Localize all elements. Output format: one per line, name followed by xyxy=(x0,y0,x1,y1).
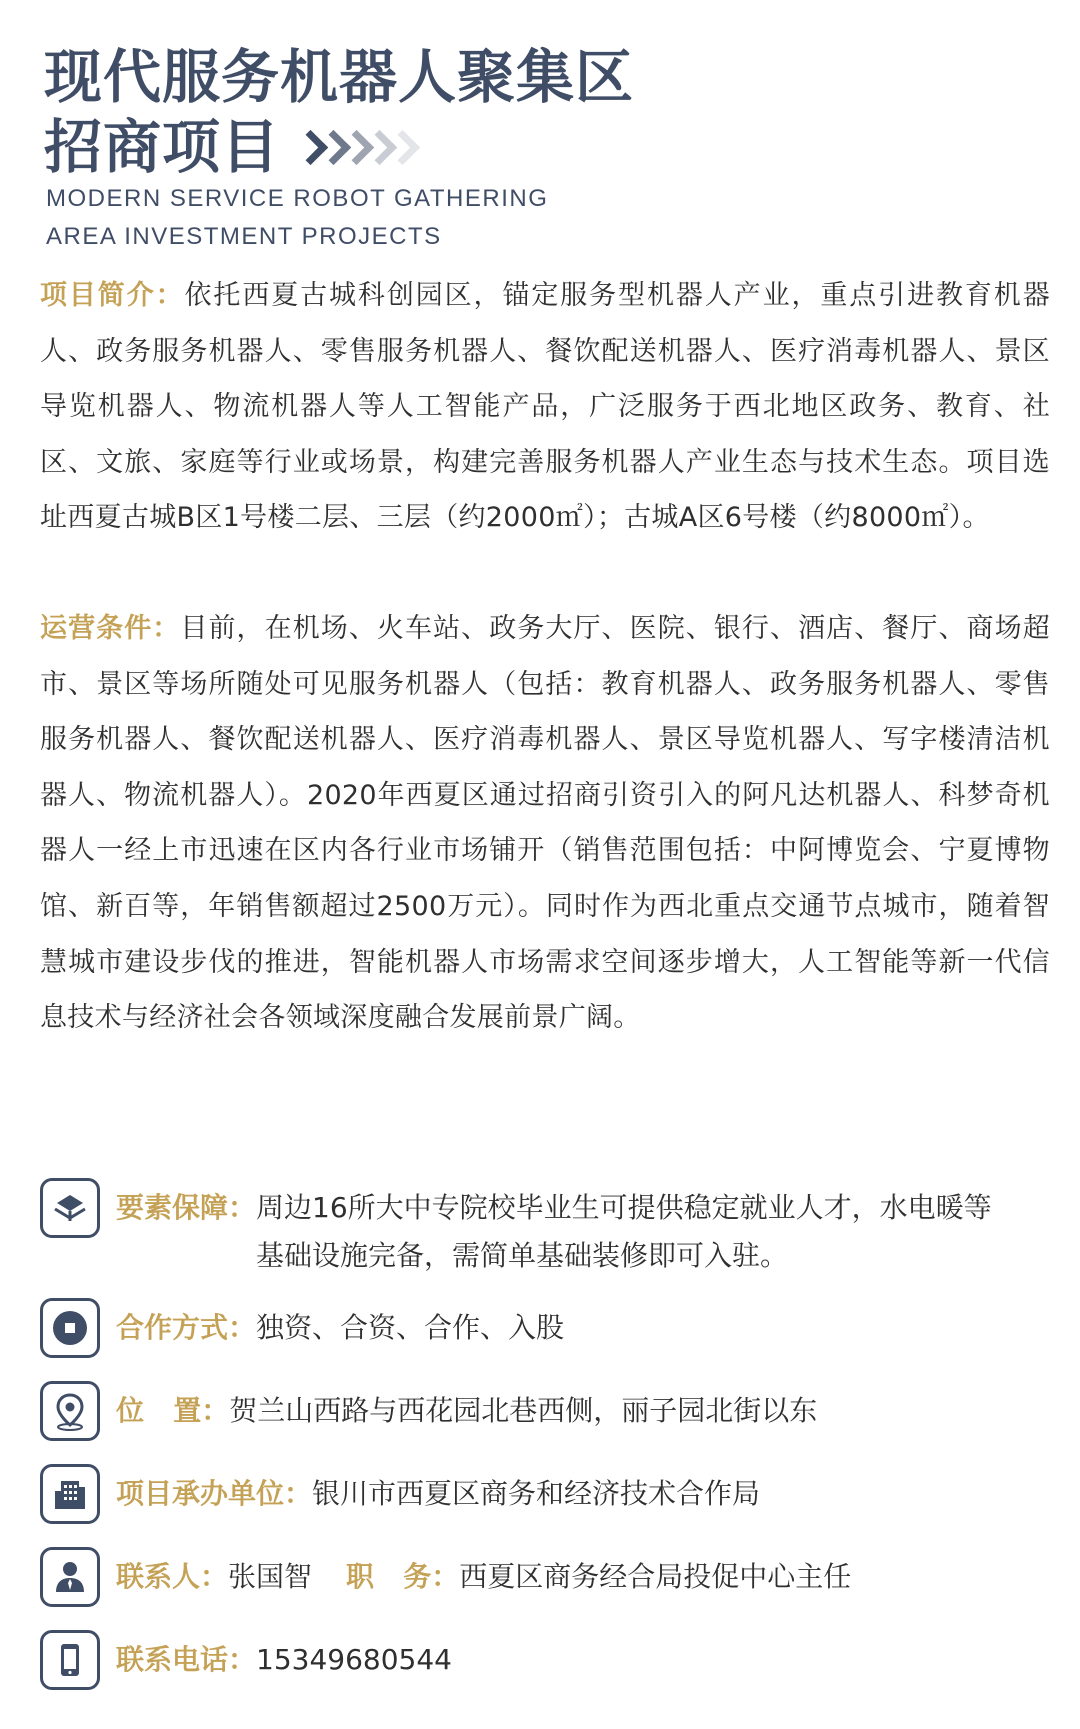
location-pin-icon xyxy=(40,1381,100,1441)
phone-number[interactable]: 15349680544 xyxy=(256,1643,452,1676)
phone-text-block xyxy=(116,1630,452,1684)
intro-paragraph xyxy=(40,268,1050,546)
conditions-paragraph xyxy=(40,601,1050,1046)
factors-row xyxy=(40,1178,996,1280)
subtitle-line-2: AREA INVESTMENT PROJECTS xyxy=(46,223,442,250)
contact-text-block xyxy=(116,1547,851,1601)
contact-row xyxy=(40,1547,851,1607)
page-title xyxy=(44,42,634,182)
location-text: 贺兰山西路与西花园北巷西侧，丽子园北街以东 xyxy=(229,1394,818,1427)
title-line-1: 现代服务机器人聚集区 xyxy=(44,43,635,111)
factors-text: 周边16所大中专院校毕业生可提供稳定就业人才，水电暖等基础设施完备，需简单基础装修即可入驻。 xyxy=(256,1191,992,1272)
stop-circle-icon xyxy=(40,1298,100,1358)
contact-name: 张国智 xyxy=(228,1560,313,1593)
chevron-arrows-icon xyxy=(298,127,413,167)
phone-row xyxy=(40,1630,452,1690)
position-label: 职 务： xyxy=(346,1560,460,1593)
cooperation-label: 合作方式： xyxy=(116,1311,257,1344)
title-line-2: 招商项目 xyxy=(44,113,281,181)
cooperation-text-block xyxy=(116,1298,564,1352)
unit-text: 银川市西夏区商务和经济技术合作局 xyxy=(312,1477,761,1510)
subtitle-line-1: MODERN SERVICE ROBOT GATHERING xyxy=(46,185,549,212)
unit-label: 项目承办单位： xyxy=(116,1477,313,1510)
location-text-block xyxy=(116,1381,817,1435)
cooperation-text: 独资、合资、合作、入股 xyxy=(256,1311,565,1344)
intro-label: 项目简介： xyxy=(40,280,185,311)
person-icon xyxy=(40,1547,100,1607)
location-row xyxy=(40,1381,817,1441)
title-line-2-row xyxy=(44,112,634,182)
conditions-text: 目前，在机场、火车站、政务大厅、医院、银行、酒店、餐厅、商场超市、景区等场所随处可见服务机器人（包括：教育机器人、政务服务机器人、零售服务机器人、餐饮配送机器人、医疗消毒机器人、景区导览机器人、写字楼清洁机器人、物流机器人）。2020年西夏区通过招商引资引入的阿凡达机器人、科梦奇机器人一经上市迅速在区内各行业市场铺开（销售范围包括：中阿博览会、宁夏博物馆、新百等，年销售额超过2500万元）。同时作为西北重点交通节点城市，随着智慧城市建设步伐的推进，智能机器人市场需求空间逐步增大，人工智能等新一代信息技术与经济社会各领域深度融合发展前景广阔。 xyxy=(40,613,1050,1034)
building-icon xyxy=(40,1464,100,1524)
cooperation-row xyxy=(40,1298,564,1358)
factors-label: 要素保障： xyxy=(116,1191,257,1224)
phone-label: 联系电话： xyxy=(116,1643,257,1676)
unit-row xyxy=(40,1464,760,1524)
factors-text-block xyxy=(116,1178,996,1280)
position-text: 西夏区商务经合局投促中心主任 xyxy=(459,1560,852,1593)
location-label: 位 置： xyxy=(116,1394,230,1427)
layers-icon xyxy=(40,1178,100,1238)
intro-text: 依托西夏古城科创园区，锚定服务型机器人产业，重点引进教育机器人、政务服务机器人、零售服务机器人、餐饮配送机器人、医疗消毒机器人、景区导览机器人、物流机器人等人工智能产品，广泛服务于西北地区政务、教育、社区、文旅、家庭等行业或场景，构建完善服务机器人产业生态与技术生态。项目选址西夏古城B区1号楼二层、三层（约2000㎡）；古城A区6号楼（约8000㎡）。 xyxy=(40,280,1050,534)
phone-icon xyxy=(40,1630,100,1690)
english-subtitle xyxy=(46,180,548,256)
contact-label: 联系人： xyxy=(116,1560,229,1593)
conditions-label: 运营条件： xyxy=(40,613,181,644)
unit-text-block xyxy=(116,1464,760,1518)
